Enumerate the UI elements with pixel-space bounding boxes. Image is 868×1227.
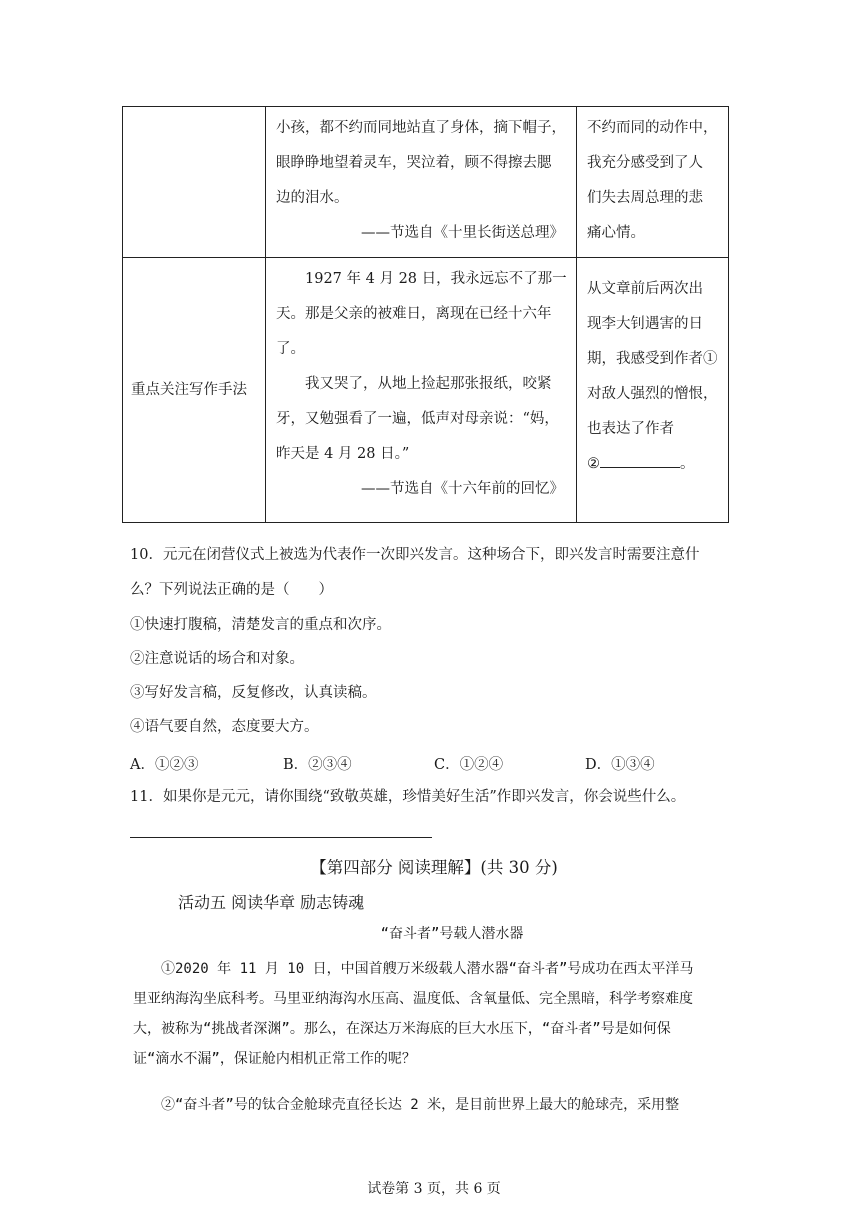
page-footer: 试卷第 3 页，共 6 页 <box>367 1181 501 1197</box>
answer-line <box>587 447 720 482</box>
question-11: 11．如果你是元元，请你围绕“致敬英雄，珍惜美好生活”作即兴发言，你会说些什么。 <box>130 789 686 805</box>
paragraph-line: 里亚纳海沟坐底科考。马里亚纳海沟水压高、温度低、含氧量低、完全黑暗，科学考察难度 <box>133 991 693 1007</box>
answer-line[interactable] <box>130 837 432 838</box>
analysis-line: 对敌人强烈的憎恨， <box>587 386 718 402</box>
reading-table <box>122 106 729 523</box>
option-a[interactable]: A．①②③ <box>130 757 199 773</box>
excerpt-line: 小孩，都不约而同地站直了身体，摘下帽子， <box>276 120 566 136</box>
paragraph-line: ①2020 年 11 月 10 日，中国首艘万米级载人潜水器“奋斗者”号成功在西太平洋马 <box>161 961 694 977</box>
excerpt-line: 眼睁睁地望着灵车，哭泣着，顾不得擦去腮 <box>276 155 552 171</box>
excerpt-line: 1927 年 4 月 28 日，我永远忘不了那一 <box>305 271 567 287</box>
table-cell-excerpt <box>266 107 577 258</box>
blank-label: ② <box>587 456 600 472</box>
analysis-line: 也表达了作者 <box>587 421 674 437</box>
excerpt-line: 牙，又勉强看了一遍，低声对母亲说：“妈， <box>276 411 559 427</box>
analysis-line: 不约而同的动作中， <box>587 120 718 136</box>
question-10-line1: 10．元元在闭营仪式上被选为代表作一次即兴发言。这种场合下，即兴发言时需要注意什 <box>130 547 700 563</box>
analysis-line: 从文章前后两次出 <box>587 281 703 297</box>
paragraph-line: 证“滴水不漏”，保证舱内相机正常工作的呢？ <box>133 1051 416 1067</box>
analysis-line: 期，我感受到作者① <box>587 351 718 367</box>
paragraph-line: ②“奋斗者”号的钛合金舱球壳直径长达 2 米，是目前世界上最大的舱球壳，采用整 <box>161 1097 680 1113</box>
table-cell-excerpt <box>266 258 577 523</box>
analysis-line: 们失去周总理的悲 <box>587 190 703 206</box>
excerpt-source: ——节选自《十里长街送总理》 <box>361 225 564 241</box>
analysis-line: 痛心情。 <box>587 225 645 241</box>
excerpt-line: 了。 <box>276 341 305 357</box>
excerpt-line: 我又哭了，从地上捡起那张报纸，咬紧 <box>305 376 552 392</box>
paragraph-line: 大，被称为“挑战者深渊”。那么，在深达万米海底的巨大水压下，“奋斗者”号是如何保 <box>133 1021 671 1037</box>
section-title: 【第四部分 阅读理解】(共 30 分) <box>310 858 558 877</box>
excerpt-line: 天。那是父亲的被难日，离现在已经十六年 <box>276 306 552 322</box>
question-10-item: ④语气要自然，态度要大方。 <box>130 719 319 735</box>
blank-end: 。 <box>680 456 695 472</box>
analysis-line: 现李大钊遇害的日 <box>587 316 703 332</box>
option-d[interactable]: D．①③④ <box>585 757 655 773</box>
table-cell-analysis <box>577 258 729 523</box>
excerpt-line: 边的泪水。 <box>276 190 349 206</box>
article-paragraph-2 <box>133 1090 739 1120</box>
question-10-line2: 么？下列说法正确的是（ ） <box>130 582 333 598</box>
question-10-item: ②注意说话的场合和对象。 <box>130 651 304 667</box>
question-10-item: ③写好发言稿，反复修改，认真读稿。 <box>130 685 377 701</box>
table-cell-empty <box>123 107 266 258</box>
table-cell-category: 重点关注写作手法 <box>123 258 266 523</box>
activity-title: 活动五 阅读华章 励志铸魂 <box>178 893 365 912</box>
table-cell-analysis <box>577 107 729 258</box>
article-title: “奋斗者”号载人潜水器 <box>380 926 524 942</box>
excerpt-source: ——节选自《十六年前的回忆》 <box>361 481 564 497</box>
excerpt-line: 昨天是 4 月 28 日。” <box>276 446 410 462</box>
option-c[interactable]: C．①②④ <box>434 757 504 773</box>
table-row <box>123 107 729 258</box>
option-b[interactable]: B．②③④ <box>283 757 352 773</box>
question-10-item: ①快速打腹稿，清楚发言的重点和次序。 <box>130 617 391 633</box>
answer-blank[interactable] <box>600 453 680 468</box>
article-paragraph-1 <box>133 954 739 1074</box>
table-row <box>123 258 729 523</box>
analysis-line: 我充分感受到了人 <box>587 155 703 171</box>
